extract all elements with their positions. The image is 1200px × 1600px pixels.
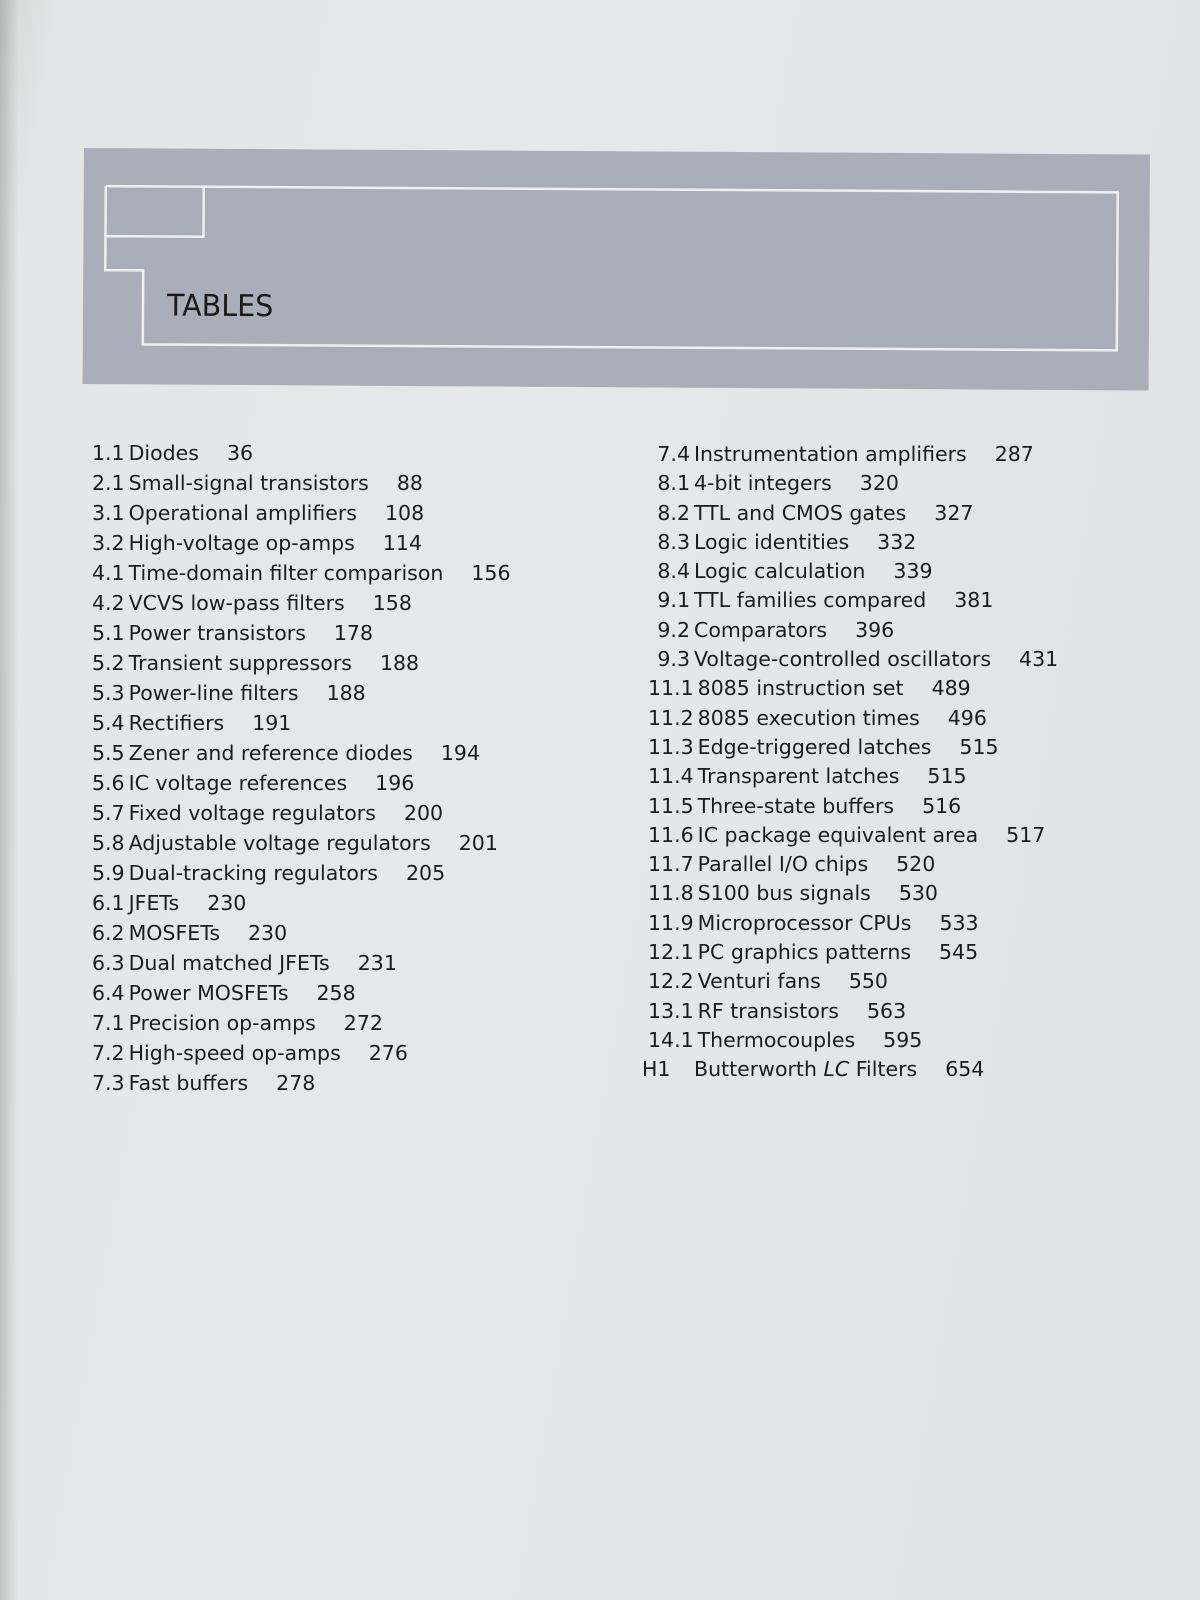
toc-entry: [642, 1055, 1058, 1084]
toc-entry: [92, 828, 511, 858]
toc-entry-title: Time-domain filter comparison: [128, 561, 444, 585]
toc-entry-number: 11.2: [648, 705, 694, 730]
header-band: [83, 148, 1150, 391]
toc-entry-title: MOSFETs: [128, 921, 220, 945]
toc-entry-page: 496: [947, 705, 987, 730]
toc-entry-title: Logic identities: [694, 529, 850, 554]
toc-entry-page: 178: [333, 621, 374, 645]
toc-left-column: [92, 438, 511, 1098]
header-frame-outline: [83, 148, 1150, 391]
toc-entry-number: 7.4: [657, 442, 690, 466]
toc-entry-page: 278: [276, 1071, 316, 1095]
toc-entry-page: 327: [934, 500, 974, 525]
page-edge-shadow: [0, 0, 18, 1600]
toc-entry: [92, 768, 511, 798]
toc-entry-number: 6.2: [92, 921, 125, 945]
toc-entry: [648, 616, 1058, 645]
toc-entry-number: 11.7: [648, 852, 694, 877]
toc-entry-number: 1.1: [92, 441, 125, 465]
toc-entry-number: 8.2: [657, 500, 690, 525]
toc-entry-title: Power transistors: [128, 621, 306, 645]
toc-entry-title: JFETs: [128, 891, 180, 915]
toc-entry-page: 396: [855, 617, 895, 642]
toc-entry-page: 320: [859, 471, 899, 496]
toc-entry: [92, 1038, 511, 1068]
toc-entry-title: Diodes: [128, 441, 199, 465]
toc-entry-page: 545: [939, 940, 979, 965]
toc-entry-number: 12.1: [648, 940, 694, 965]
toc-entry-page: 188: [326, 681, 366, 705]
toc-entry: [648, 879, 1058, 908]
toc-entry-number: 5.4: [92, 711, 125, 735]
toc-entry-number: 9.2: [657, 617, 690, 642]
toc-entry-page: 231: [357, 951, 397, 975]
toc-entry-page: 205: [405, 861, 446, 885]
toc-entry-number: 5.1: [92, 621, 125, 645]
toc-entry-page: 489: [931, 676, 971, 701]
toc-entry-page: 272: [343, 1011, 383, 1035]
toc-entry-title: TTL and CMOS gates: [694, 500, 907, 525]
toc-entry-page: 530: [898, 881, 938, 906]
toc-entry: [648, 499, 1058, 528]
toc-entry: [92, 468, 511, 498]
toc-entry-number: 11.8: [648, 881, 694, 906]
toc-entry-title: RF transistors: [697, 998, 839, 1023]
toc-entry: [92, 708, 511, 738]
toc-entry: [92, 948, 511, 978]
toc-entry-title: Parallel I/O chips: [697, 852, 869, 877]
toc-entry-page: 230: [207, 891, 247, 915]
toc-entry-title: Thermocouples: [697, 1027, 856, 1052]
toc-entry: [648, 821, 1058, 850]
toc-entry-number: H1: [642, 1057, 671, 1082]
toc-entry-title: Edge-triggered latches: [697, 734, 932, 759]
toc-entry-title: Zener and reference diodes: [128, 741, 413, 765]
toc-entry: [92, 858, 511, 888]
toc-entry: [648, 645, 1058, 674]
toc-entry-page: 194: [440, 741, 480, 765]
toc-entry-page: 258: [316, 981, 356, 1005]
toc-entry-number: 11.1: [648, 676, 694, 701]
toc-entry-number: 5.3: [92, 681, 125, 705]
toc-entry-page: 516: [922, 793, 962, 818]
toc-entry: [648, 762, 1058, 791]
toc-entry-page: 158: [372, 591, 412, 615]
toc-entry-title: PC graphics patterns: [697, 940, 912, 965]
toc-entry-title: VCVS low-pass filters: [128, 591, 345, 615]
toc-entry: [92, 888, 511, 918]
toc-entry-number: 2.1: [92, 471, 125, 495]
toc-entry-number: 3.2: [92, 531, 125, 555]
toc-entry: [648, 1026, 1058, 1055]
toc-entry-page: 533: [939, 910, 979, 935]
toc-entry: [92, 738, 511, 768]
page-title: TABLES: [166, 288, 274, 325]
toc-entry-title: Transient suppressors: [128, 651, 352, 675]
toc-entry: [648, 557, 1058, 586]
toc-entry: [92, 978, 511, 1008]
toc-entry-title: High-voltage op-amps: [128, 531, 355, 555]
toc-entry-title: [694, 1057, 917, 1081]
toc-entry-title: Logic calculation: [694, 559, 866, 584]
toc-entry-page: 332: [877, 529, 917, 554]
toc-entry-page: 156: [471, 561, 511, 585]
toc-entry-title: 8085 execution times: [697, 705, 920, 730]
toc-entry-title: Dual matched JFETs: [128, 951, 330, 975]
toc-entry: [648, 528, 1058, 557]
toc-entry: [92, 528, 511, 558]
toc-entry-title-italic: LC: [823, 1057, 850, 1082]
toc-entry-title: Venturi fans: [697, 969, 821, 994]
toc-entry-page: 517: [1006, 822, 1046, 847]
toc-entry-number: 12.2: [648, 969, 694, 994]
toc-entry-number: 5.6: [92, 771, 125, 795]
toc-entry-title: TTL families compared: [694, 588, 927, 613]
toc-entry-title: IC voltage references: [128, 771, 348, 795]
toc-entry-page: 520: [896, 852, 936, 877]
toc-entry: [92, 618, 511, 648]
toc-entry-number: 11.5: [648, 793, 694, 818]
toc-entry-title: High-speed op-amps: [128, 1041, 341, 1065]
toc-entry-page: 276: [368, 1041, 408, 1065]
toc-entry-number: 11.3: [648, 734, 694, 759]
toc-entry-number: 11.9: [648, 910, 694, 935]
toc-entry: [648, 586, 1058, 615]
toc-entry-title: Fixed voltage regulators: [128, 801, 376, 825]
toc-entry-page: 287: [994, 442, 1034, 466]
toc-entry: [648, 792, 1058, 821]
toc-entry-number: 5.7: [92, 801, 125, 825]
toc-entry: [92, 678, 511, 708]
toc-entry-number: 7.3: [92, 1071, 125, 1095]
toc-entry-page: 114: [382, 531, 423, 555]
toc-entry: [92, 798, 511, 828]
toc-entry: [92, 588, 511, 618]
toc-entry-number: 8.4: [657, 559, 690, 584]
toc-entry-title: Power-line filters: [128, 681, 299, 705]
toc-entry-page: 515: [959, 734, 999, 759]
toc-entry: [92, 918, 511, 948]
toc-entry-page: 515: [927, 764, 967, 789]
toc-entry-number: 7.2: [92, 1041, 125, 1065]
toc-entry-page: 196: [375, 771, 415, 795]
toc-entry-number: 9.1: [657, 588, 690, 613]
toc-entry: [648, 909, 1058, 938]
toc-entry-page: 88: [396, 471, 423, 495]
toc-entry-number: 6.4: [92, 981, 125, 1005]
toc-entry-title: Transparent latches: [697, 764, 900, 789]
toc-entry-number: 8.3: [657, 529, 690, 554]
toc-entry-number: 6.3: [92, 951, 125, 975]
toc-entry-title-part: Butterworth: [694, 1057, 824, 1082]
toc-entry-title: Operational amplifiers: [128, 501, 357, 525]
toc-entry-page: 108: [384, 501, 425, 525]
toc-entry-page: 654: [945, 1057, 985, 1082]
toc-right-column: [642, 440, 1059, 1085]
toc-entry-number: 8.1: [657, 471, 690, 496]
toc-entry-number: 11.4: [648, 764, 694, 789]
toc-entry-title: 4-bit integers: [694, 471, 832, 496]
toc-entry-page: 191: [252, 711, 292, 735]
toc-entry-number: 5.5: [92, 741, 125, 765]
toc-entry-page: 339: [893, 559, 933, 584]
toc-entry-page: 36: [226, 441, 254, 465]
toc-entry-page: 188: [379, 651, 420, 675]
toc-entry: [648, 674, 1058, 703]
toc-entry-title: Comparators: [694, 617, 828, 642]
toc-entry-page: 201: [458, 831, 498, 855]
toc-entry-title: Power MOSFETs: [128, 981, 289, 1005]
toc-entry: [92, 1068, 511, 1098]
toc-entry-page: 230: [248, 921, 288, 945]
toc-entry-page: 563: [866, 998, 907, 1023]
toc-entry-number: 4.1: [92, 561, 125, 585]
toc-entry-number: 5.2: [92, 651, 125, 675]
toc-entry-number: 5.8: [92, 831, 125, 855]
toc-entry-number: 11.6: [648, 822, 694, 847]
toc-entry-number: 4.2: [92, 591, 125, 615]
toc-entry: [92, 648, 511, 678]
toc-entry-title: Three-state buffers: [697, 793, 895, 818]
toc-entry: [648, 938, 1058, 967]
toc-entry-title: S100 bus signals: [697, 881, 871, 906]
toc-entry: [648, 967, 1058, 996]
toc-entry: [92, 438, 511, 468]
toc-entry-title: Precision op-amps: [128, 1011, 316, 1035]
toc-entry-title: Adjustable voltage regulators: [128, 831, 431, 855]
toc-entry-page: 200: [403, 801, 444, 825]
toc-entry: [648, 733, 1058, 762]
toc-entry-title: Microprocessor CPUs: [697, 910, 912, 935]
toc-entry: [648, 704, 1058, 733]
toc-entry-title: Small-signal transistors: [128, 471, 369, 495]
toc-entry-title: Rectifiers: [128, 711, 225, 735]
toc-entry-number: 6.1: [92, 891, 125, 915]
toc-entry-title: Fast buffers: [128, 1071, 249, 1095]
toc-entry-number: 13.1: [648, 998, 694, 1023]
toc-entry: [648, 469, 1058, 498]
toc-entry-number: 14.1: [648, 1027, 694, 1052]
toc-entry-number: 9.3: [657, 647, 690, 672]
toc-entry: [648, 997, 1058, 1026]
toc-entry-title: 8085 instruction set: [697, 676, 904, 701]
toc-entry-page: 550: [848, 969, 888, 994]
toc-entry: [92, 498, 511, 528]
toc-entry-page: 431: [1019, 647, 1059, 672]
toc-entry: [92, 558, 511, 588]
toc-entry-title: IC package equivalent area: [697, 822, 979, 847]
toc-entry-title: Instrumentation amplifiers: [694, 442, 967, 466]
toc-entry-number: 5.9: [92, 861, 125, 885]
toc-entry-title-part: Filters: [849, 1057, 918, 1082]
toc-entry: [648, 440, 1058, 469]
toc-entry-number: 7.1: [92, 1011, 125, 1035]
toc-entry-page: 595: [883, 1027, 923, 1052]
toc-entry-number: 3.1: [92, 501, 125, 525]
toc-entry: [648, 850, 1058, 879]
toc-entry-page: 381: [954, 588, 994, 613]
toc-entry-title: Dual-tracking regulators: [128, 861, 378, 885]
toc-entry: [92, 1008, 511, 1038]
toc-entry-title: Voltage-controlled oscillators: [694, 647, 992, 672]
